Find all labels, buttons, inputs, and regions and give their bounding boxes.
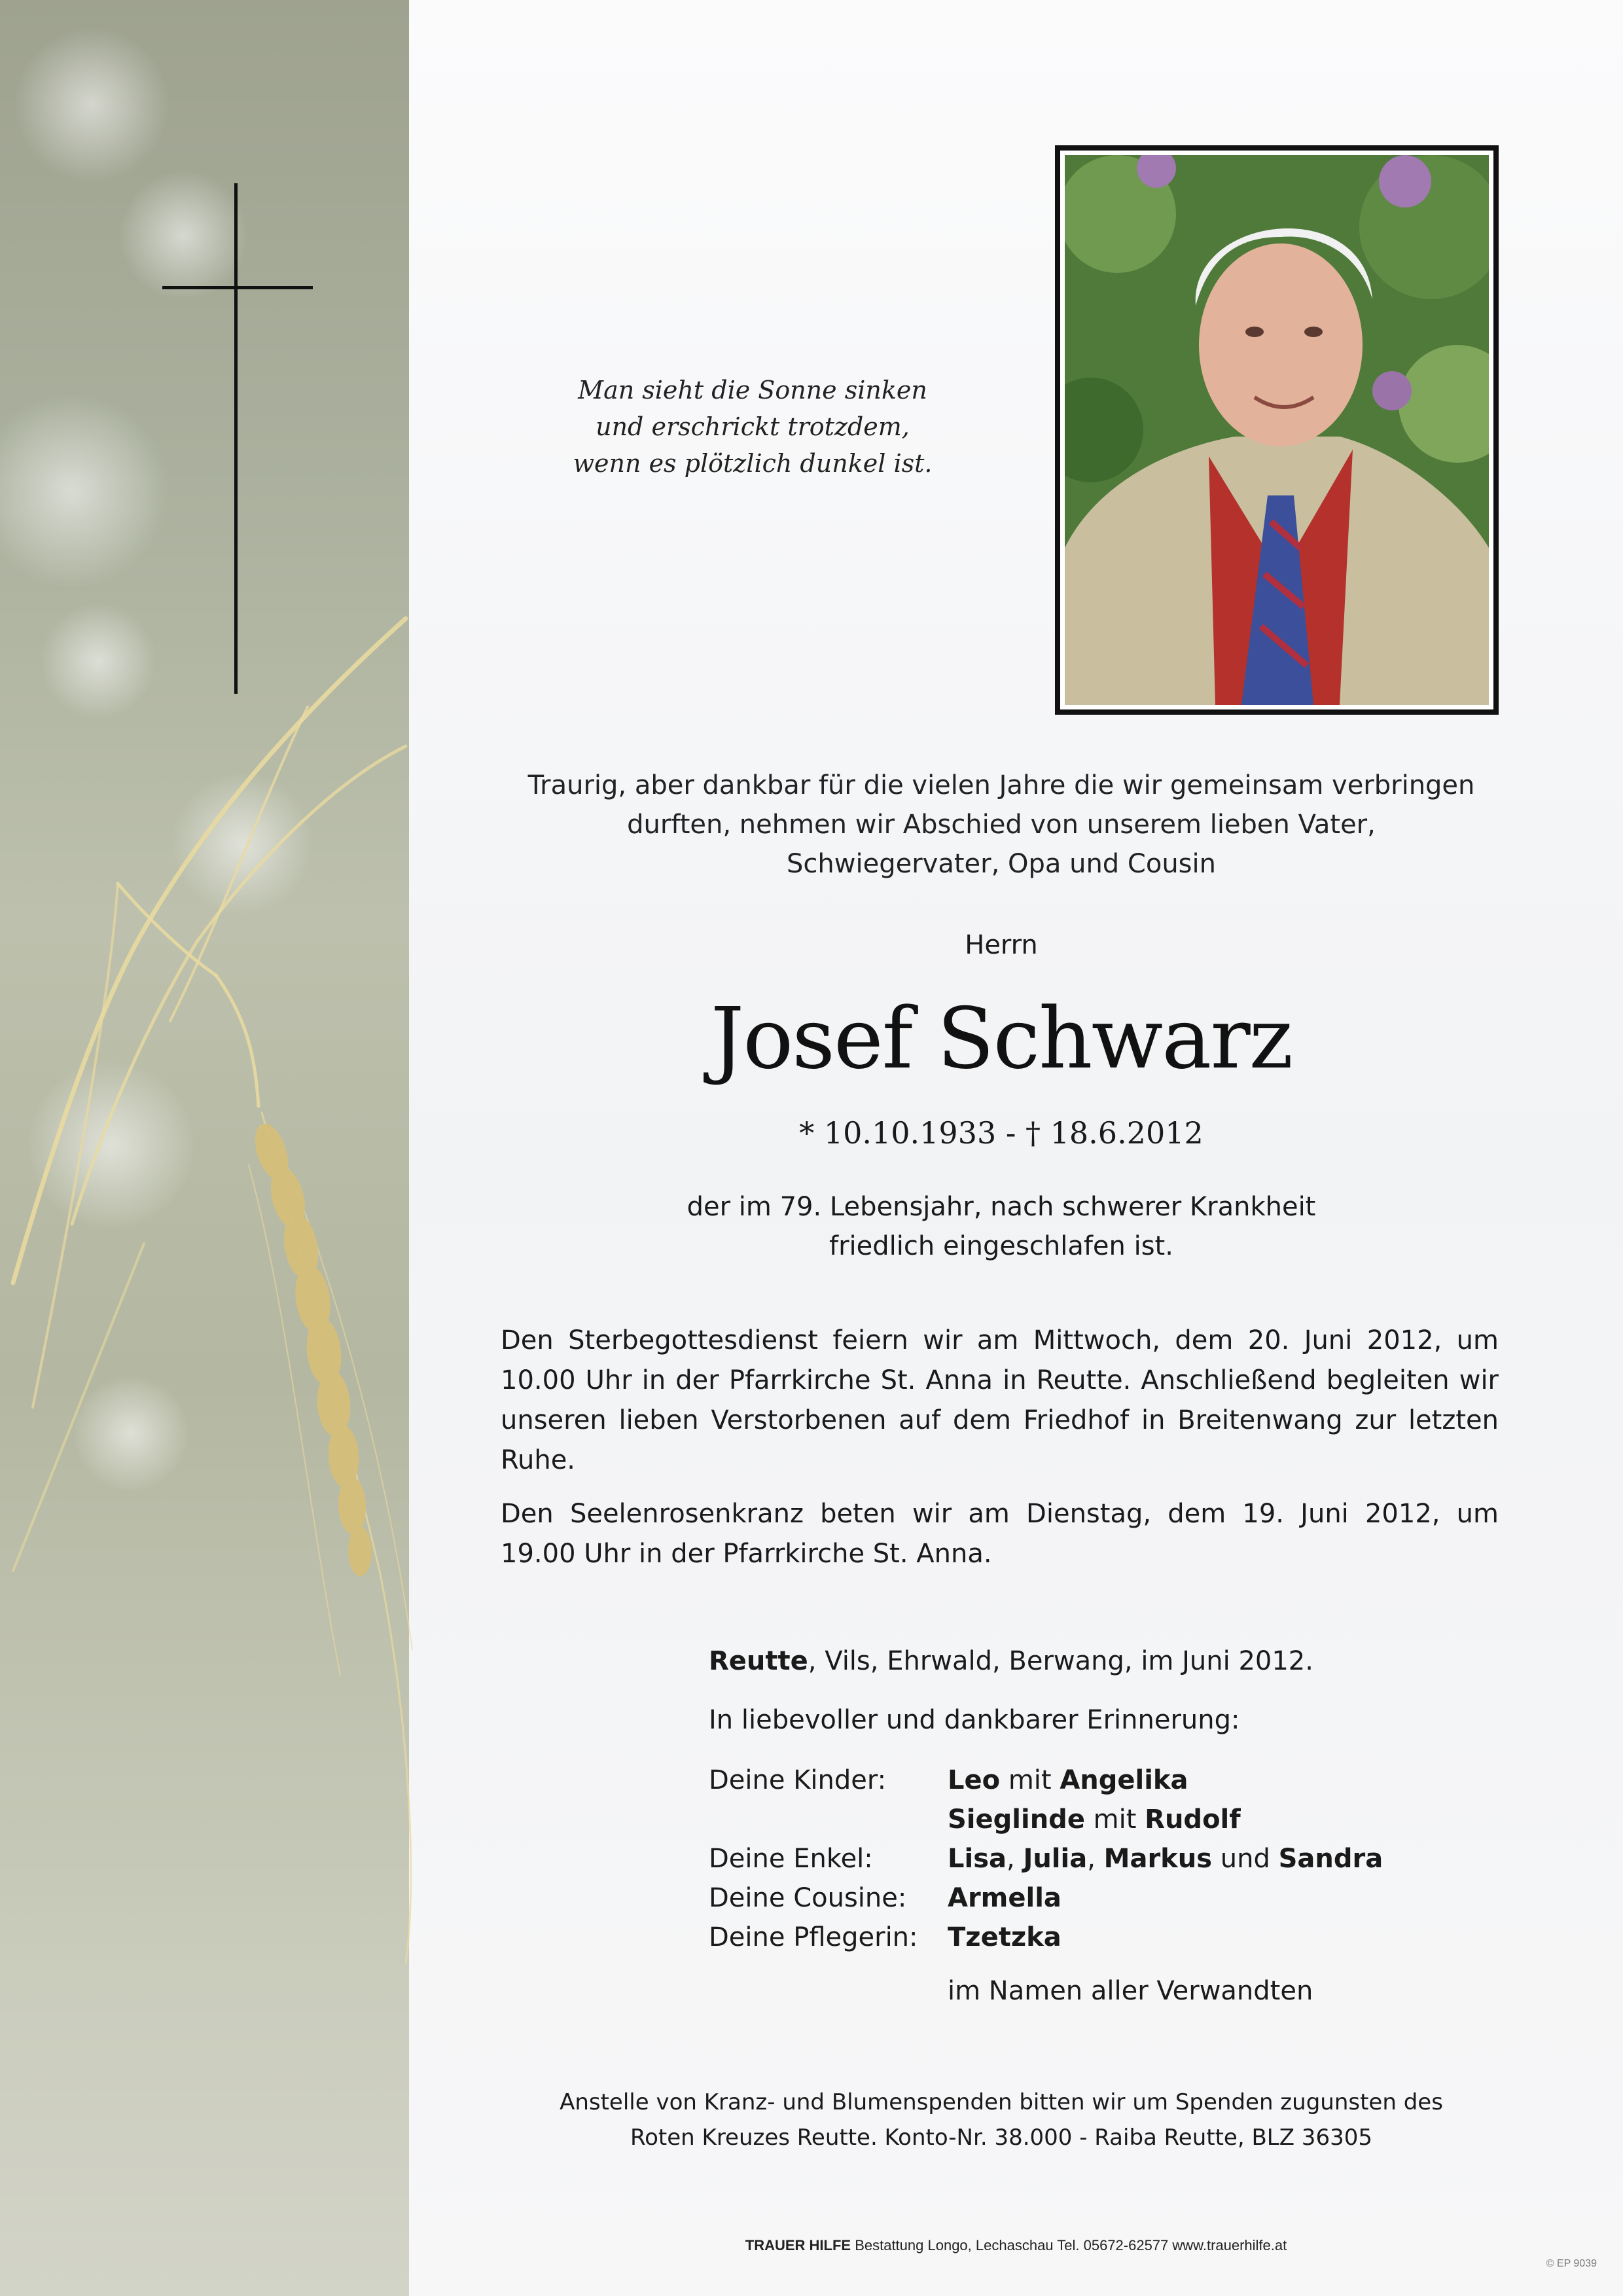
memory-line: In liebevoller und dankbarer Erinnerung: xyxy=(709,1705,1240,1735)
child-name: Leo xyxy=(948,1765,1001,1795)
grandchild-name: Sandra xyxy=(1278,1844,1383,1874)
family-list xyxy=(709,1761,1383,1957)
life-dates: * 10.10.1933 - † 18.6.2012 xyxy=(799,1115,1204,1151)
connector: mit xyxy=(1093,1804,1137,1835)
memorial-quote xyxy=(537,372,969,482)
age-line: der im 79. Lebensjahr, nach schwerer Krankheit xyxy=(687,1192,1316,1222)
grandchildren-label: Deine Enkel: xyxy=(709,1844,873,1874)
cousin-name: Armella xyxy=(948,1883,1061,1913)
place-rest: , Vils, Ehrwald, Berwang, im Juni 2012. xyxy=(808,1646,1313,1676)
child-name: Sieglinde xyxy=(948,1804,1085,1835)
portrait-photo xyxy=(1065,155,1489,705)
footer-contact: Bestattung Longo, Lechaschau Tel. 05672-62577 www.trauerhilfe.at xyxy=(851,2237,1287,2253)
spouse-name: Rudolf xyxy=(1145,1804,1241,1835)
family-row xyxy=(709,1761,1383,1800)
spouse-name: Angelika xyxy=(1060,1765,1188,1795)
children-label: Deine Kinder: xyxy=(709,1765,887,1795)
reference-code: © EP 9039 xyxy=(1546,2258,1597,2269)
quote-line: und erschrickt trotzdem, xyxy=(596,412,910,441)
donation-line: Anstelle von Kranz- und Blumenspenden bitten wir um Spenden zugunsten des xyxy=(560,2089,1443,2115)
rosary-paragraph: Den Seelenrosenkranz beten wir am Dienstag, dem 19. Juni 2012, um 19.00 Uhr in der Pfarrkirche St. Anna. xyxy=(501,1499,1499,1569)
footer-brand: TRAUER HILFE xyxy=(745,2237,851,2253)
family-row xyxy=(709,1918,1383,1957)
age-text xyxy=(458,1187,1544,1266)
salutation: Herrn xyxy=(965,930,1038,960)
deceased-name: Josef Schwarz xyxy=(710,990,1293,1088)
funeral-service-paragraph: Den Sterbegottesdienst feiern wir am Mittwoch, dem 20. Juni 2012, um 10.00 Uhr in der Pfarrkirche St. Anna in Reutte. Anschließend begleiten wir unseren lieben Verstorbenen auf dem Friedhof in Breitenwang zur letzten Ruhe. xyxy=(501,1325,1499,1475)
grandchild-name: Lisa xyxy=(948,1844,1007,1874)
intro-text xyxy=(458,766,1544,884)
connector: mit xyxy=(1008,1765,1052,1795)
cousin-label: Deine Cousine: xyxy=(709,1883,907,1913)
quote-line: wenn es plötzlich dunkel ist. xyxy=(573,449,933,478)
family-row xyxy=(709,1800,1383,1839)
portrait-photo-frame xyxy=(1055,145,1499,715)
intro-line: Schwiegervater, Opa und Cousin xyxy=(787,849,1216,879)
grandchild-name: Markus xyxy=(1103,1844,1213,1874)
donation-note xyxy=(458,2085,1544,2155)
grandchild-name: Julia xyxy=(1023,1844,1088,1874)
carer-name: Tzetzka xyxy=(948,1922,1061,1952)
intro-line: Traurig, aber dankbar für die vielen Jahre die wir gemeinsam verbringen xyxy=(527,770,1475,800)
connector: und xyxy=(1220,1844,1270,1874)
family-row: Deine Enkel: Lisa, Julia, Markus und Sandra xyxy=(709,1839,1383,1878)
donation-line: Roten Kreuzes Reutte. Konto-Nr. 38.000 - Raiba Reutte, BLZ 36305 xyxy=(630,2125,1372,2151)
carer-label: Deine Pflegerin: xyxy=(709,1922,918,1952)
quote-line: Man sieht die Sonne sinken xyxy=(578,376,927,404)
place-and-date xyxy=(709,1641,1313,1681)
intro-line: durften, nehmen wir Abschied von unserem lieben Vater, xyxy=(627,810,1376,840)
family-row xyxy=(709,1878,1383,1918)
cross-symbol xyxy=(162,183,313,694)
place-bold: Reutte xyxy=(709,1646,808,1676)
funeral-home-footer xyxy=(409,2237,1623,2254)
age-line: friedlich eingeschlafen ist. xyxy=(829,1231,1173,1261)
all-relatives-line: im Namen aller Verwandten xyxy=(948,1976,1313,2006)
